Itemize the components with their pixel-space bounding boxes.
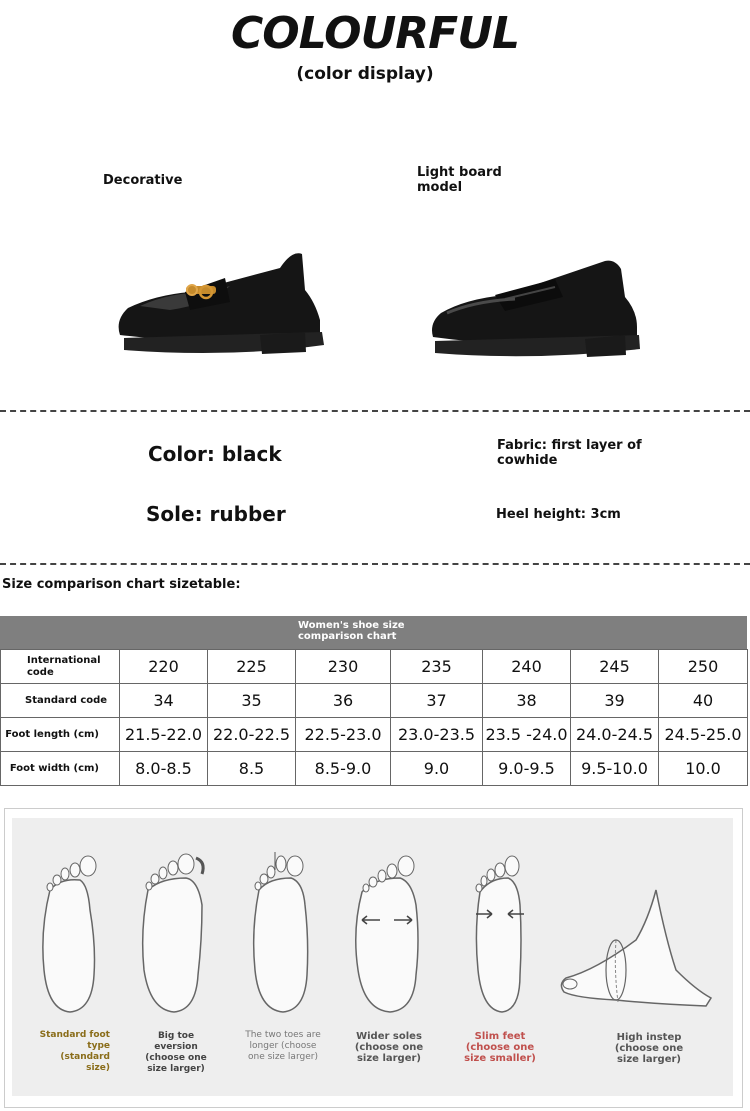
table-cell: 22.0-22.5 (208, 718, 296, 752)
row-label-foot-length: Foot length (cm) (1, 718, 120, 752)
table-cell: 34 (120, 684, 208, 718)
table-cell: 23.5 -24.0 (483, 718, 571, 752)
foot-type-caption-longer-toes: The two toes are longer (choose one size larger) (245, 1030, 321, 1062)
spec-heel-height: Heel height: 3cm (496, 507, 621, 522)
table-cell: 9.0 (391, 752, 483, 786)
table-cell: 245 (571, 650, 659, 684)
longer-second-toe-foot-icon (245, 850, 325, 1020)
table-cell: 21.5-22.0 (120, 718, 208, 752)
table-cell: 8.5 (208, 752, 296, 786)
standard-foot-icon (30, 850, 110, 1020)
decorative-loafer-image (110, 240, 330, 360)
spec-color: Color: black (148, 442, 282, 466)
table-cell: 22.5-23.0 (296, 718, 391, 752)
divider-top (0, 410, 750, 412)
foot-type-caption-big-toe: Big toe eversion (choose one size larger) (145, 1031, 207, 1074)
table-cell: 230 (296, 650, 391, 684)
table-cell: 8.0-8.5 (120, 752, 208, 786)
divider-bottom (0, 563, 750, 565)
table-cell: 37 (391, 684, 483, 718)
table-cell: 9.5-10.0 (571, 752, 659, 786)
table-cell: 9.0-9.5 (483, 752, 571, 786)
row-label-standard-code: Standard code (1, 684, 120, 718)
table-cell: 235 (391, 650, 483, 684)
table-cell: 220 (120, 650, 208, 684)
high-instep-foot-icon (556, 880, 726, 1020)
table-row (1, 718, 748, 752)
table-cell: 8.5-9.0 (296, 752, 391, 786)
foot-type-caption-standard: Standard foot type (standard size) (39, 1030, 110, 1073)
table-cell: 24.0-24.5 (571, 718, 659, 752)
table-cell: 40 (659, 684, 748, 718)
light-board-loafer-image (425, 255, 645, 365)
table-cell: 36 (296, 684, 391, 718)
table-row (1, 752, 748, 786)
slim-feet-foot-icon (462, 850, 542, 1020)
table-cell: 10.0 (659, 752, 748, 786)
table-cell: 240 (483, 650, 571, 684)
row-label-foot-width: Foot width (cm) (1, 752, 120, 786)
spec-sole: Sole: rubber (146, 502, 286, 526)
table-cell: 225 (208, 650, 296, 684)
table-cell: 23.0-23.5 (391, 718, 483, 752)
model-label-light-board: Light board model (417, 165, 502, 195)
page-title: COLOURFUL (231, 8, 519, 59)
page-subtitle: (color display) (296, 64, 434, 84)
size-chart-heading-bar (0, 616, 747, 649)
big-toe-eversion-foot-icon (136, 850, 216, 1020)
size-chart-table (0, 649, 748, 786)
model-label-decorative: Decorative (103, 173, 183, 188)
spec-fabric: Fabric: first layer of cowhide (497, 438, 642, 468)
row-label-international-code: International code (1, 650, 120, 684)
table-cell: 24.5-25.0 (659, 718, 748, 752)
foot-type-caption-slim-feet: Slim feet (choose one size smaller) (464, 1031, 536, 1064)
size-chart-caption: Size comparison chart sizetable: (2, 577, 241, 592)
table-cell: 39 (571, 684, 659, 718)
foot-type-caption-high-instep: High instep (choose one size larger) (614, 1032, 684, 1065)
wider-soles-foot-icon (350, 850, 430, 1020)
table-row (1, 684, 748, 718)
table-cell: 250 (659, 650, 748, 684)
foot-type-caption-wider-soles: Wider soles (choose one size larger) (354, 1031, 424, 1064)
table-row (1, 650, 748, 684)
table-cell: 38 (483, 684, 571, 718)
table-cell: 35 (208, 684, 296, 718)
size-chart-heading: Women's shoe size comparison chart (298, 620, 405, 642)
